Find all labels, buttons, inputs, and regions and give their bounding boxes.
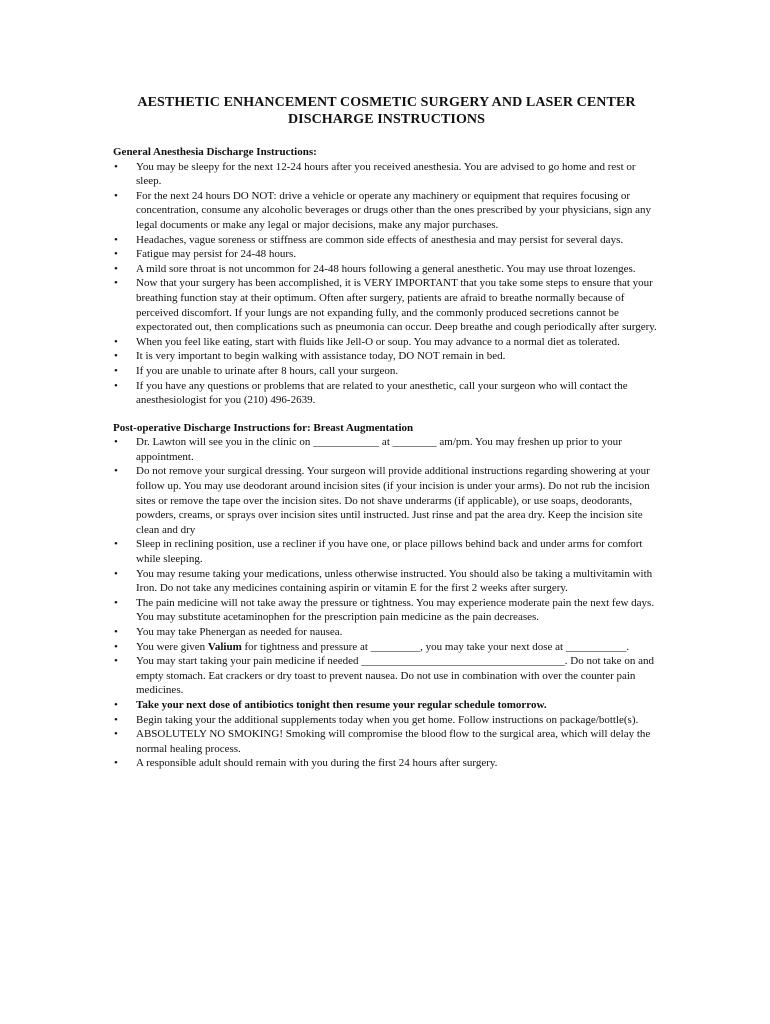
list-item-text: A responsible adult should remain with you during the first 24 hours after surgery.	[136, 757, 498, 770]
bullet-icon: •	[114, 189, 118, 202]
list-item-text: If you are unable to urinate after 8 hours, call your surgeon.	[136, 364, 399, 377]
list-item-text: When you feel like eating, start with fluids like Jell-O or soup. You may advance to a normal diet as tolerated.	[136, 335, 620, 348]
list-item	[113, 335, 660, 350]
list-item	[113, 640, 660, 655]
list-item	[113, 727, 660, 756]
section-heading: General Anesthesia Discharge Instructions:	[113, 146, 317, 158]
bullet-icon: •	[114, 567, 118, 580]
bullet-icon: •	[114, 728, 118, 741]
list-item	[113, 596, 660, 625]
list-item-text: Do not remove your surgical dressing. Your surgeon will provide additional instructions regarding showering at your follow up. You may use deodorant around incision sites (if your incision is under your arms). Do not rub the incision sites or remove the tape over the incision sites. Do not shave underarms (if applicable), or use soaps, deodorants, powders, creams, or sprays over incision sites until instructed. Just rinse and pat the area dry. Keep the incision site clean and dry	[136, 465, 650, 536]
list-item-text: A mild sore throat is not uncommon for 24-48 hours following a general anesthetic. You may use throat lozenges.	[136, 262, 636, 275]
list-item	[113, 567, 660, 596]
list-item	[113, 276, 660, 334]
list-item	[113, 233, 660, 248]
list-item-text: for tightness and pressure at _________, you may take your next dose at ___________.	[241, 640, 630, 653]
bullet-icon: •	[114, 364, 118, 377]
bullet-icon: •	[114, 757, 118, 770]
medication-name: Valium	[207, 640, 242, 653]
bullet-icon: •	[114, 465, 118, 478]
list-item	[113, 435, 660, 464]
post-operative-section	[113, 421, 660, 771]
general-anesthesia-list	[113, 160, 660, 408]
list-item	[113, 379, 660, 408]
list-item-text-bold: Take your next dose of antibiotics tonight then resume your regular schedule tomorrow.	[136, 698, 547, 711]
list-item	[113, 189, 660, 233]
list-item	[113, 262, 660, 277]
section-heading: Post-operative Discharge Instructions for: Breast Augmentation	[113, 421, 414, 434]
list-item-text: Begin taking your the additional supplements today when you get home. Follow instructions on package/bottle(s).	[136, 713, 639, 726]
bullet-icon: •	[114, 277, 118, 290]
bullet-icon: •	[114, 262, 118, 275]
bullet-icon: •	[114, 233, 118, 246]
list-item-text: Now that your surgery has been accomplished, it is VERY IMPORTANT that you take some steps to ensure that your breathing function stay at their optimum. Often after surgery, patients are afraid to breathe normally because of perceived discomfort. If your lungs are not expanding fully, and the commonly produced secretions cannot be expectorated out, then complications such as pneumonia can occur. Deep breathe and cough periodically after surgery.	[136, 277, 657, 334]
bullet-icon: •	[114, 640, 118, 653]
bullet-icon: •	[114, 698, 118, 711]
list-item-text: It is very important to begin walking with assistance today, DO NOT remain in bed.	[136, 350, 506, 363]
post-operative-list	[113, 435, 660, 771]
list-item	[113, 464, 660, 537]
title-line-2: DISCHARGE INSTRUCTIONS	[287, 112, 486, 127]
bullet-icon: •	[114, 626, 118, 638]
list-item-text: You were given	[136, 640, 208, 653]
list-item-text: The pain medicine will not take away the pressure or tightness. You may experience moderate pain the next few days. You may substitute acetaminophen for the prescription pain medicine as the pain decreases.	[136, 596, 655, 624]
bullet-icon: •	[114, 713, 118, 726]
list-item-text: Dr. Lawton will see you in the clinic on ____________ at ________ am/pm. You may freshen up prior to your appointment.	[136, 436, 622, 463]
bullet-icon: •	[114, 379, 118, 392]
bullet-icon: •	[114, 538, 118, 551]
list-item	[113, 654, 660, 698]
list-item-text: You may take Phenergan as needed for nausea.	[136, 626, 343, 638]
list-item	[113, 349, 660, 364]
list-item	[113, 160, 660, 189]
list-item-text: For the next 24 hours DO NOT: drive a vehicle or operate any machinery or equipment that requires focusing or concentration, consume any alcoholic beverages or drugs other than the ones prescribed by your physicians, sign any legal documents or make any legal or major decisions, make any major purchases.	[136, 189, 652, 231]
list-item-text: You may resume taking your medications, unless otherwise instructed. You should also be taking a multivitamin with Iron. Do not take any medicines containing aspirin or vitamin E for the first 2 weeks after surgery.	[136, 567, 653, 595]
list-item	[113, 364, 660, 379]
general-anesthesia-section	[113, 145, 660, 408]
document-title	[113, 94, 660, 128]
list-item-text: Fatigue may persist for 24-48 hours.	[136, 248, 297, 261]
list-item-text: You may start taking your pain medicine if needed _____________________________________. Do not take on and empty stomach. Eat crackers or dry toast to prevent nausea. Do not use in combination with over the counter pain medicines.	[136, 655, 654, 697]
list-item	[113, 713, 660, 728]
bullet-icon: •	[114, 655, 118, 668]
list-item-text: If you have any questions or problems that are related to your anesthetic, call your surgeon who will contact the anesthesiologist for you (210) 496-2639.	[136, 379, 628, 407]
list-item-text: You may be sleepy for the next 12-24 hours after you received anesthesia. You are advised to go home and rest or sleep.	[136, 160, 636, 188]
list-item-text: Headaches, vague soreness or stiffness are common side effects of anesthesia and may persist for several days.	[136, 233, 624, 246]
title-line-1: AESTHETIC ENHANCEMENT COSMETIC SURGERY AND LASER CENTER	[137, 95, 636, 110]
list-item	[113, 247, 660, 262]
bullet-icon: •	[114, 596, 118, 609]
bullet-icon: •	[114, 436, 118, 449]
bullet-icon: •	[114, 350, 118, 363]
bullet-icon: •	[114, 160, 118, 173]
list-item	[113, 625, 660, 640]
bullet-icon: •	[114, 335, 118, 348]
list-item-text: Sleep in reclining position, use a recliner if you have one, or place pillows behind back and under arms for comfort while sleeping.	[136, 538, 643, 566]
list-item	[113, 756, 660, 771]
list-item	[113, 537, 660, 566]
list-item	[113, 698, 660, 713]
list-item-text: ABSOLUTELY NO SMOKING! Smoking will compromise the blood flow to the surgical area, which will delay the normal healing process.	[136, 728, 651, 755]
bullet-icon: •	[114, 248, 118, 261]
